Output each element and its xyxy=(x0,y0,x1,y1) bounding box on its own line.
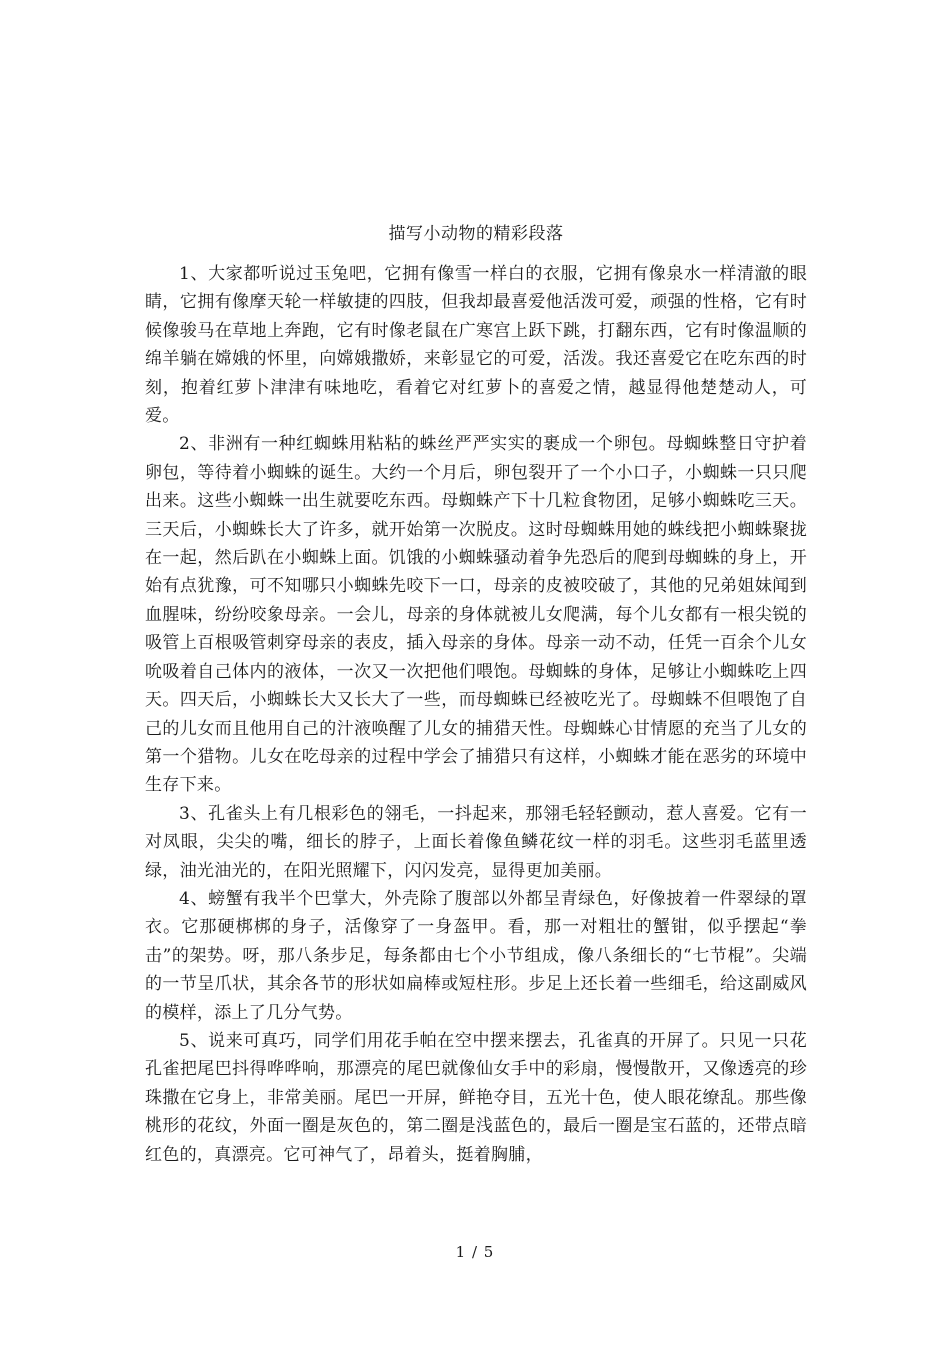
document-title: 描写小动物的精彩段落 xyxy=(388,224,564,244)
document-page xyxy=(145,222,807,1169)
paragraph-4: 4、螃蟹有我半个巴掌大，外壳除了腹部以外都呈青绿色，好像披着一件翠绿的罩衣。它那硬梆梆的身子，活像穿了一身盔甲。看，那一对粗壮的蟹钳，似乎摆起“拳击”的架势。呀，那八条步足，每条都由七个小节组成，像八条细长的“七节棍”。尖端的一节呈爪状，其余各节的形状如扁棒或短柱形。步足上还长着一些细毛，给这副威风的模样，添上了几分气势。 xyxy=(145,888,807,1023)
paragraph-1: 1、大家都听说过玉兔吧，它拥有像雪一样白的衣服，它拥有像泉水一样清澈的眼睛，它拥有像摩天轮一样敏捷的四肢，但我却最喜爱他活泼可爱，顽强的性格，它有时候像骏马在草地上奔跑，它有时像老鼠在广寒宫上跃下跳，打翻东西，它有时像温顺的绵羊躺在嫦娥的怀里，向嫦娥撒娇，来彰显它的可爱，活泼。我还喜爱它在吃东西的时刻，抱着红萝卜津津有味地吃，看着它对红萝卜的喜爱之情，越显得他楚楚动人，可爱。 xyxy=(145,264,807,427)
paragraph-3: 3、孔雀头上有几根彩色的翎毛，一抖起来，那翎毛轻轻颤动，惹人喜爱。它有一对凤眼，尖尖的嘴，细长的脖子，上面长着像鱼鳞花纹一样的羽毛。这些羽毛蓝里透绿，油光油光的，在阳光照耀下，闪闪发亮，显得更加美丽。 xyxy=(145,803,807,881)
page-number: 1 / 5 xyxy=(455,1243,495,1261)
paragraph-5: 5、说来可真巧，同学们用花手帕在空中摆来摆去，孔雀真的开屏了。只见一只花孔雀把尾巴抖得哗哗响，那漂亮的尾巴就像仙女手中的彩扇，慢慢散开，又像透亮的珍珠撒在它身上，非常美丽。尾巴一开屏，鲜艳夺目，五光十色，使人眼花缭乱。那些像桃形的花纹，外面一圈是灰色的，第二圈是浅蓝色的，最后一圈是宝石蓝的，还带点暗红色的，真漂亮。它可神气了，昂着头，挺着胸脯， xyxy=(145,1030,807,1165)
paragraph-2: 2、非洲有一种红蜘蛛用粘粘的蛛丝严严实实的裹成一个卵包。母蜘蛛整日守护着卵包，等待着小蜘蛛的诞生。大约一个月后，卵包裂开了一个小口子，小蜘蛛一只只爬出来。这些小蜘蛛一出生就要吃东西。母蜘蛛产下十几粒食物团，足够小蜘蛛吃三天。三天后，小蜘蛛长大了许多，就开始第一次脱皮。这时母蜘蛛用她的蛛线把小蜘蛛聚拢在一起，然后趴在小蜘蛛上面。饥饿的小蜘蛛骚动着争先恐后的爬到母蜘蛛的身上，开始有点犹豫，可不知哪只小蜘蛛先咬下一口，母亲的皮被咬破了，其他的兄弟姐妹闻到血腥味，纷纷咬象母亲。一会儿，母亲的身体就被儿女爬满，每个儿女都有一根尖锐的吸管上百根吸管刺穿母亲的表皮，插入母亲的身体。母亲一动不动，任凭一百余个儿女吮吸着自己体内的液体，一次又一次把他们喂饱。母蜘蛛的身体，足够让小蜘蛛吃上四天。四天后，小蜘蛛长大又长大了一些，而母蜘蛛已经被吃光了。母蜘蛛不但喂饱了自己的儿女而且他用自己的汁液唤醒了儿女的捕猎天性。母蜘蛛心甘情愿的充当了儿女的第一个猎物。儿女在吃母亲的过程中学会了捕猎只有这样，小蜘蛛才能在恶劣的环境中生存下来。 xyxy=(145,434,807,796)
